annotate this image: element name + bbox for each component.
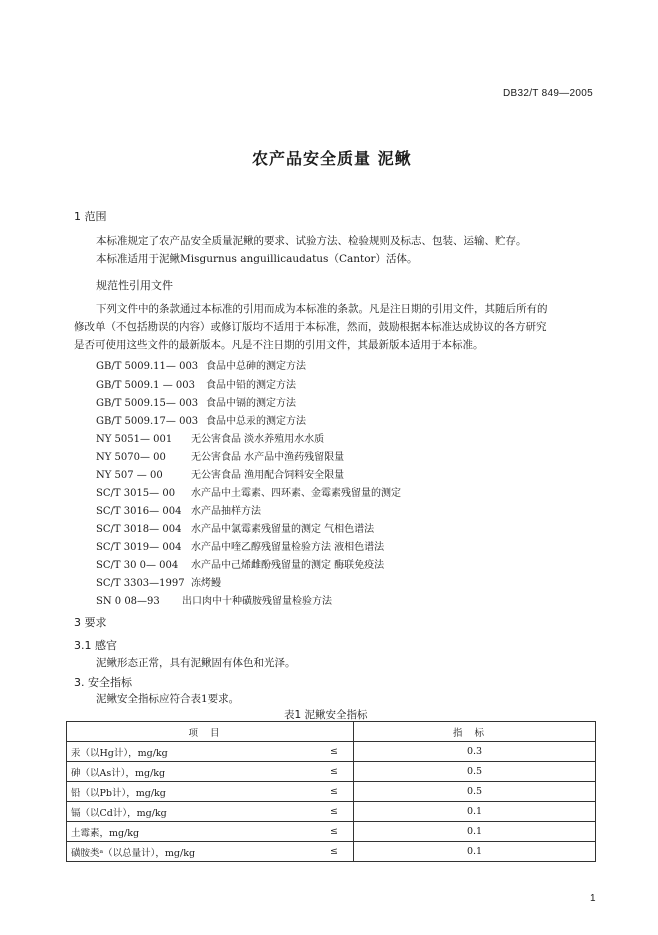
row-value: 0.5 <box>354 762 596 782</box>
reference-code: NY 507 — 00 <box>96 470 163 481</box>
reference-code: GB/T 5009.17— 003 <box>96 416 199 427</box>
reference-name: 水产品抽样方法 <box>191 506 261 517</box>
reference-item <box>96 556 384 571</box>
reference-name: 无公害食品 水产品中渔药残留限量 <box>191 452 345 463</box>
reference-name: 水产品中己烯雌酚残留量的测定 酶联免疫法 <box>191 560 385 571</box>
reference-name: 无公害食品 淡水养殖用水水质 <box>191 434 325 445</box>
reference-name: 食品中镉的测定方法 <box>206 398 296 409</box>
reference-name: 食品中总汞的测定方法 <box>206 416 306 427</box>
section-heading-scope: 1 范围 <box>74 210 107 223</box>
reference-name: 水产品中喹乙醇残留量检验方法 液相色谱法 <box>191 542 385 553</box>
reference-code: SN 0 08—93 <box>96 596 160 607</box>
row-comparator: ≤ <box>315 802 354 822</box>
reference-item <box>96 376 296 391</box>
table-header-row <box>67 722 596 742</box>
reference-item <box>96 502 261 517</box>
reference-code: NY 5051— 001 <box>96 434 173 445</box>
header-index: 指标 <box>354 722 596 742</box>
row-value: 0.5 <box>354 782 596 802</box>
reference-name: 食品中总砷的测定方法 <box>206 361 306 372</box>
reference-item <box>96 574 221 589</box>
reference-code: SC/T 30 0— 004 <box>96 560 179 571</box>
table-row <box>67 802 596 822</box>
reference-item <box>96 412 306 427</box>
table-row <box>67 822 596 842</box>
scope-line-2: 本标准适用于泥鳅Misgurnus anguillicaudatus（Cantor）活体。 <box>96 253 418 265</box>
document-title: 农产品安全质量 泥鳅 <box>252 149 412 168</box>
row-item: 磺胺类ᵃ（以总量计），mg/kg <box>67 842 316 862</box>
reference-code: GB/T 5009.11— 003 <box>96 361 199 372</box>
header-item: 项目 <box>67 722 354 742</box>
reference-item <box>96 357 306 372</box>
row-value: 0.1 <box>354 842 596 862</box>
reference-name: 冻烤鳗 <box>191 578 221 589</box>
table-row <box>67 782 596 802</box>
table-row <box>67 842 596 862</box>
row-item: 镉（以Cd计），mg/kg <box>67 802 316 822</box>
reference-item <box>96 448 344 463</box>
reference-code: SC/T 3018— 004 <box>96 524 182 535</box>
row-value: 0.3 <box>354 742 596 762</box>
safety-text: 泥鳅安全指标应符合表1要求。 <box>96 693 240 705</box>
references-intro-2: 修改单（不包括勘误的内容）或修订版均不适用于本标准，然而，鼓励根据本标准达成协议的各方研究 <box>74 321 547 333</box>
row-comparator: ≤ <box>315 842 354 862</box>
section-heading-requirements: 3 要求 <box>74 616 107 629</box>
reference-item <box>96 538 384 553</box>
reference-item <box>96 484 401 499</box>
reference-code: SC/T 3019— 004 <box>96 542 182 553</box>
reference-code: SC/T 3015— 00 <box>96 488 176 499</box>
row-item: 铅（以Pb计），mg/kg <box>67 782 316 802</box>
reference-code: SC/T 3016— 004 <box>96 506 182 517</box>
row-comparator: ≤ <box>315 742 354 762</box>
row-comparator: ≤ <box>315 782 354 802</box>
standard-code: DB32/T 849—2005 <box>503 88 593 99</box>
reference-item <box>96 520 374 535</box>
reference-name: 水产品中氯霉素残留量的测定 气相色谱法 <box>191 524 375 535</box>
subsection-heading-sensory: 3.1 感官 <box>74 639 117 652</box>
reference-item <box>96 430 324 445</box>
section-heading-references: 规范性引用文件 <box>96 279 173 292</box>
subsection-heading-safety: 3. 安全指标 <box>74 676 132 689</box>
table-caption: 表1 泥鳅安全指标 <box>284 709 368 721</box>
reference-code: NY 5070— 00 <box>96 452 166 463</box>
reference-name: 食品中铅的测定方法 <box>206 380 296 391</box>
reference-name: 水产品中土霉素、四环素、金霉素残留量的测定 <box>191 488 401 499</box>
row-value: 0.1 <box>354 802 596 822</box>
table-row <box>67 762 596 782</box>
row-comparator: ≤ <box>315 762 354 782</box>
safety-index-table <box>66 721 596 862</box>
reference-item <box>96 394 296 409</box>
references-intro-1: 下列文件中的条款通过本标准的引用而成为本标准的条款。凡是注日期的引用文件，其随后所有的 <box>96 303 548 315</box>
page-number: 1 <box>590 893 596 904</box>
reference-code: GB/T 5009.1 — 003 <box>96 380 195 391</box>
reference-code: GB/T 5009.15— 003 <box>96 398 199 409</box>
table-row <box>67 742 596 762</box>
sensory-text: 泥鳅形态正常，具有泥鳅固有体色和光泽。 <box>96 657 296 669</box>
reference-name: 无公害食品 渔用配合饲料安全限量 <box>191 470 345 481</box>
row-item: 土霉素，mg/kg <box>67 822 316 842</box>
references-intro-3: 是否可使用这些文件的最新版本。凡是不注日期的引用文件，其最新版本适用于本标准。 <box>74 339 484 351</box>
scope-line-1: 本标准规定了农产品安全质量泥鳅的要求、试验方法、检验规则及标志、包装、运输、贮存。 <box>96 235 527 247</box>
row-comparator: ≤ <box>315 822 354 842</box>
reference-item <box>96 466 344 481</box>
reference-code: SC/T 3303—1997 <box>96 578 185 589</box>
row-item: 砷（以As计），mg/kg <box>67 762 316 782</box>
reference-item <box>96 592 332 607</box>
reference-name: 出口肉中十种磺胺残留量检验方法 <box>182 596 332 607</box>
row-value: 0.1 <box>354 822 596 842</box>
row-item: 汞（以Hg计），mg/kg <box>67 742 316 762</box>
